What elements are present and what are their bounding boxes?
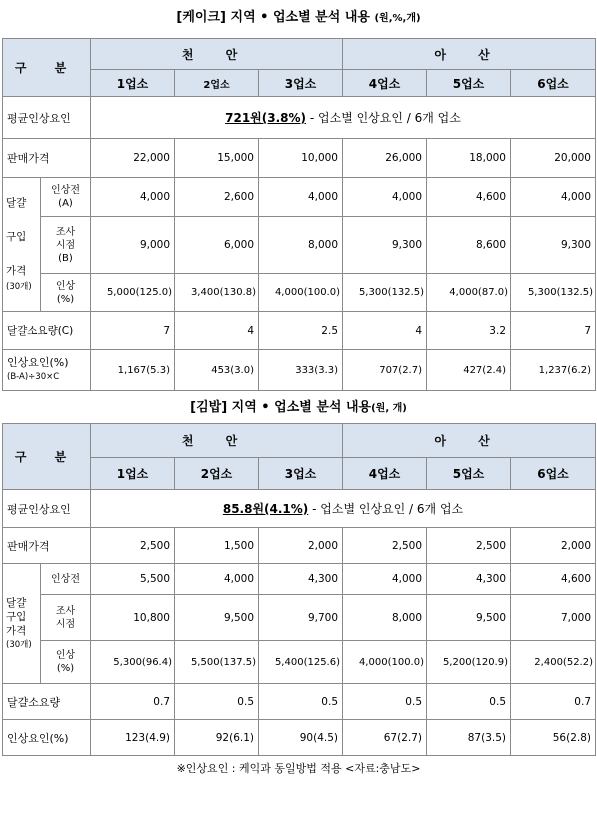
kimbap-table: [2, 423, 596, 756]
cake-usage: 2.5: [259, 312, 343, 350]
kimbap-rise: 5,300(96.4): [91, 641, 175, 684]
kimbap-header-region-cheonan: 천 안: [91, 424, 343, 458]
kimbap-egg-group-line: 가격: [6, 624, 27, 637]
cake-before-label-line: (A): [58, 198, 73, 209]
kimbap-before: 5,500: [91, 564, 175, 595]
cake-before: 4,600: [427, 178, 511, 217]
kimbap-store-5: 5업소: [427, 458, 511, 490]
cake-avg-label: 평균인상요인: [3, 97, 91, 139]
kimbap-factor: 92(6.1): [175, 720, 259, 756]
cake-store-6: 6업소: [511, 70, 596, 97]
kimbap-usage: 0.5: [343, 684, 427, 720]
cake-factor-formula: (B-A)÷30×C: [7, 372, 60, 382]
cake-title-text: [케이크] 지역 • 업소별 분석 내용: [176, 10, 370, 25]
kimbap-avg-value: 85.8원(4.1%): [222, 502, 309, 516]
kimbap-avg-cell: [91, 490, 596, 528]
cake-before: 4,000: [259, 178, 343, 217]
kimbap-survey: 9,700: [259, 595, 343, 641]
kimbap-rise: 2,400(52.2): [511, 641, 596, 684]
cake-egg-group-line: (30개): [6, 281, 32, 292]
kimbap-price: 2,500: [343, 528, 427, 564]
cake-title: [0, 0, 597, 38]
cake-survey-label-line: 시점: [55, 239, 76, 251]
kimbap-survey-label: [41, 595, 91, 641]
cake-factor: 333(3.3): [259, 350, 343, 391]
cake-store-3: 3업소: [259, 70, 343, 97]
cake-rise-label: [41, 274, 91, 312]
cake-avg-cell: [91, 97, 596, 139]
cake-egg-group-line: 가격: [6, 264, 27, 277]
cake-store-2: 2업소: [175, 70, 259, 97]
kimbap-usage: 0.5: [427, 684, 511, 720]
kimbap-store-1: 1업소: [91, 458, 175, 490]
kimbap-header-gubun: 구 분: [3, 424, 91, 490]
kimbap-survey-label-line: 조사: [55, 605, 76, 617]
cake-factor: 453(3.0): [175, 350, 259, 391]
cake-factor-label: [3, 350, 91, 391]
cake-usage: 4: [343, 312, 427, 350]
cake-survey: 6,000: [175, 217, 259, 274]
cake-usage: 3.2: [427, 312, 511, 350]
cake-factor: 427(2.4): [427, 350, 511, 391]
kimbap-usage: 0.7: [91, 684, 175, 720]
kimbap-survey: 9,500: [427, 595, 511, 641]
kimbap-factor: 67(2.7): [343, 720, 427, 756]
kimbap-price: 2,500: [427, 528, 511, 564]
cake-usage: 7: [511, 312, 596, 350]
cake-survey-label: [41, 217, 91, 274]
cake-rise: 5,300(132.5): [343, 274, 427, 312]
cake-survey: 9,300: [511, 217, 596, 274]
cake-rise-label-line: 인상: [55, 280, 76, 292]
cake-rise: 5,000(125.0): [91, 274, 175, 312]
kimbap-price: 2,500: [91, 528, 175, 564]
cake-header-region-asan: 아 산: [343, 39, 596, 70]
kimbap-header-region-asan: 아 산: [343, 424, 596, 458]
cake-survey: 9,000: [91, 217, 175, 274]
kimbap-survey: 9,500: [175, 595, 259, 641]
kimbap-egg-group-label: [3, 564, 41, 684]
kimbap-price-label: 판매가격: [3, 528, 91, 564]
cake-survey-label-line: 조사: [55, 226, 76, 238]
cake-rise: 4,000(100.0): [259, 274, 343, 312]
kimbap-price: 2,000: [511, 528, 596, 564]
cake-before: 4,000: [511, 178, 596, 217]
cake-avg-value: 721원(3.8%): [225, 111, 307, 125]
kimbap-before: 4,000: [343, 564, 427, 595]
kimbap-rise-label-line: (%): [56, 663, 75, 674]
cake-rise: 3,400(130.8): [175, 274, 259, 312]
cake-store-5: 5업소: [427, 70, 511, 97]
cake-survey: 8,000: [259, 217, 343, 274]
kimbap-store-6: 6업소: [511, 458, 596, 490]
cake-usage: 4: [175, 312, 259, 350]
kimbap-before: 4,000: [175, 564, 259, 595]
kimbap-egg-group-line: 달걀: [6, 596, 27, 609]
kimbap-before: 4,300: [427, 564, 511, 595]
cake-price: 26,000: [343, 139, 427, 178]
cake-factor: 707(2.7): [343, 350, 427, 391]
kimbap-store-4: 4업소: [343, 458, 427, 490]
cake-price: 20,000: [511, 139, 596, 178]
cake-header-region-cheonan: 천 안: [91, 39, 343, 70]
kimbap-rise: 5,500(137.5): [175, 641, 259, 684]
kimbap-store-3: 3업소: [259, 458, 343, 490]
cake-avg-desc: - 업소별 인상요인 / 6개 업소: [309, 111, 461, 125]
kimbap-rise-label: [41, 641, 91, 684]
kimbap-usage: 0.7: [511, 684, 596, 720]
cake-usage-label: 달걀소요량(C): [3, 312, 91, 350]
kimbap-factor: 90(4.5): [259, 720, 343, 756]
kimbap-egg-group-line: 구입: [6, 610, 27, 623]
kimbap-store-2: 2업소: [175, 458, 259, 490]
cake-egg-group-line: 달걀: [6, 196, 27, 209]
cake-price: 18,000: [427, 139, 511, 178]
cake-store-1: 1업소: [91, 70, 175, 97]
cake-before: 4,000: [343, 178, 427, 217]
kimbap-factor-label: 인상요인(%): [3, 720, 91, 756]
kimbap-price: 2,000: [259, 528, 343, 564]
cake-usage: 7: [91, 312, 175, 350]
kimbap-factor: 123(4.9): [91, 720, 175, 756]
kimbap-avg-desc: - 업소별 인상요인 / 6개 업소: [312, 502, 464, 516]
kimbap-factor: 56(2.8): [511, 720, 596, 756]
cake-before: 2,600: [175, 178, 259, 217]
cake-egg-group-line: 구입: [6, 230, 27, 243]
kimbap-survey-label-line: 시점: [55, 618, 76, 630]
kimbap-title-text: [김밥] 지역 • 업소별 분석 내용: [190, 400, 372, 415]
cake-price-label: 판매가격: [3, 139, 91, 178]
kimbap-title-unit: (원, 개): [371, 403, 407, 414]
kimbap-survey: 8,000: [343, 595, 427, 641]
cake-rise: 5,300(132.5): [511, 274, 596, 312]
cake-rise: 4,000(87.0): [427, 274, 511, 312]
cake-header-gubun: 구 분: [3, 39, 91, 97]
cake-factor: 1,237(6.2): [511, 350, 596, 391]
cake-survey: 8,600: [427, 217, 511, 274]
cake-rise-label-line: (%): [56, 293, 75, 305]
kimbap-factor: 87(3.5): [427, 720, 511, 756]
footnote: ※인상요인 : 케익과 동일방법 적용 <자료:충남도>: [176, 762, 421, 775]
kimbap-usage-label: 달걀소요량: [3, 684, 91, 720]
cake-table: [2, 38, 596, 391]
cake-factor: 1,167(5.3): [91, 350, 175, 391]
kimbap-usage: 0.5: [175, 684, 259, 720]
cake-factor-label-line: 인상요인(%): [7, 356, 69, 369]
kimbap-egg-group-line: (30개): [6, 639, 32, 650]
cake-before-label: [41, 178, 91, 217]
kimbap-survey: 10,800: [91, 595, 175, 641]
cake-survey: 9,300: [343, 217, 427, 274]
cake-price: 22,000: [91, 139, 175, 178]
kimbap-rise: 5,400(125.6): [259, 641, 343, 684]
cake-egg-group-label: [3, 178, 41, 312]
kimbap-survey: 7,000: [511, 595, 596, 641]
kimbap-before: 4,600: [511, 564, 596, 595]
kimbap-usage: 0.5: [259, 684, 343, 720]
cake-store-4: 4업소: [343, 70, 427, 97]
kimbap-rise: 4,000(100.0): [343, 641, 427, 684]
cake-before: 4,000: [91, 178, 175, 217]
kimbap-price: 1,500: [175, 528, 259, 564]
cake-survey-label-line: (B): [58, 252, 73, 264]
kimbap-rise-label-line: 인상: [55, 650, 76, 661]
cake-price: 10,000: [259, 139, 343, 178]
kimbap-title: [0, 391, 597, 423]
kimbap-rise: 5,200(120.9): [427, 641, 511, 684]
kimbap-avg-label: 평균인상요인: [3, 490, 91, 528]
cake-price: 15,000: [175, 139, 259, 178]
kimbap-before: 4,300: [259, 564, 343, 595]
kimbap-before-label: 인상전: [41, 564, 91, 595]
cake-before-label-line: 인상전: [51, 185, 80, 196]
cake-title-unit: (원,%,개): [374, 13, 421, 24]
